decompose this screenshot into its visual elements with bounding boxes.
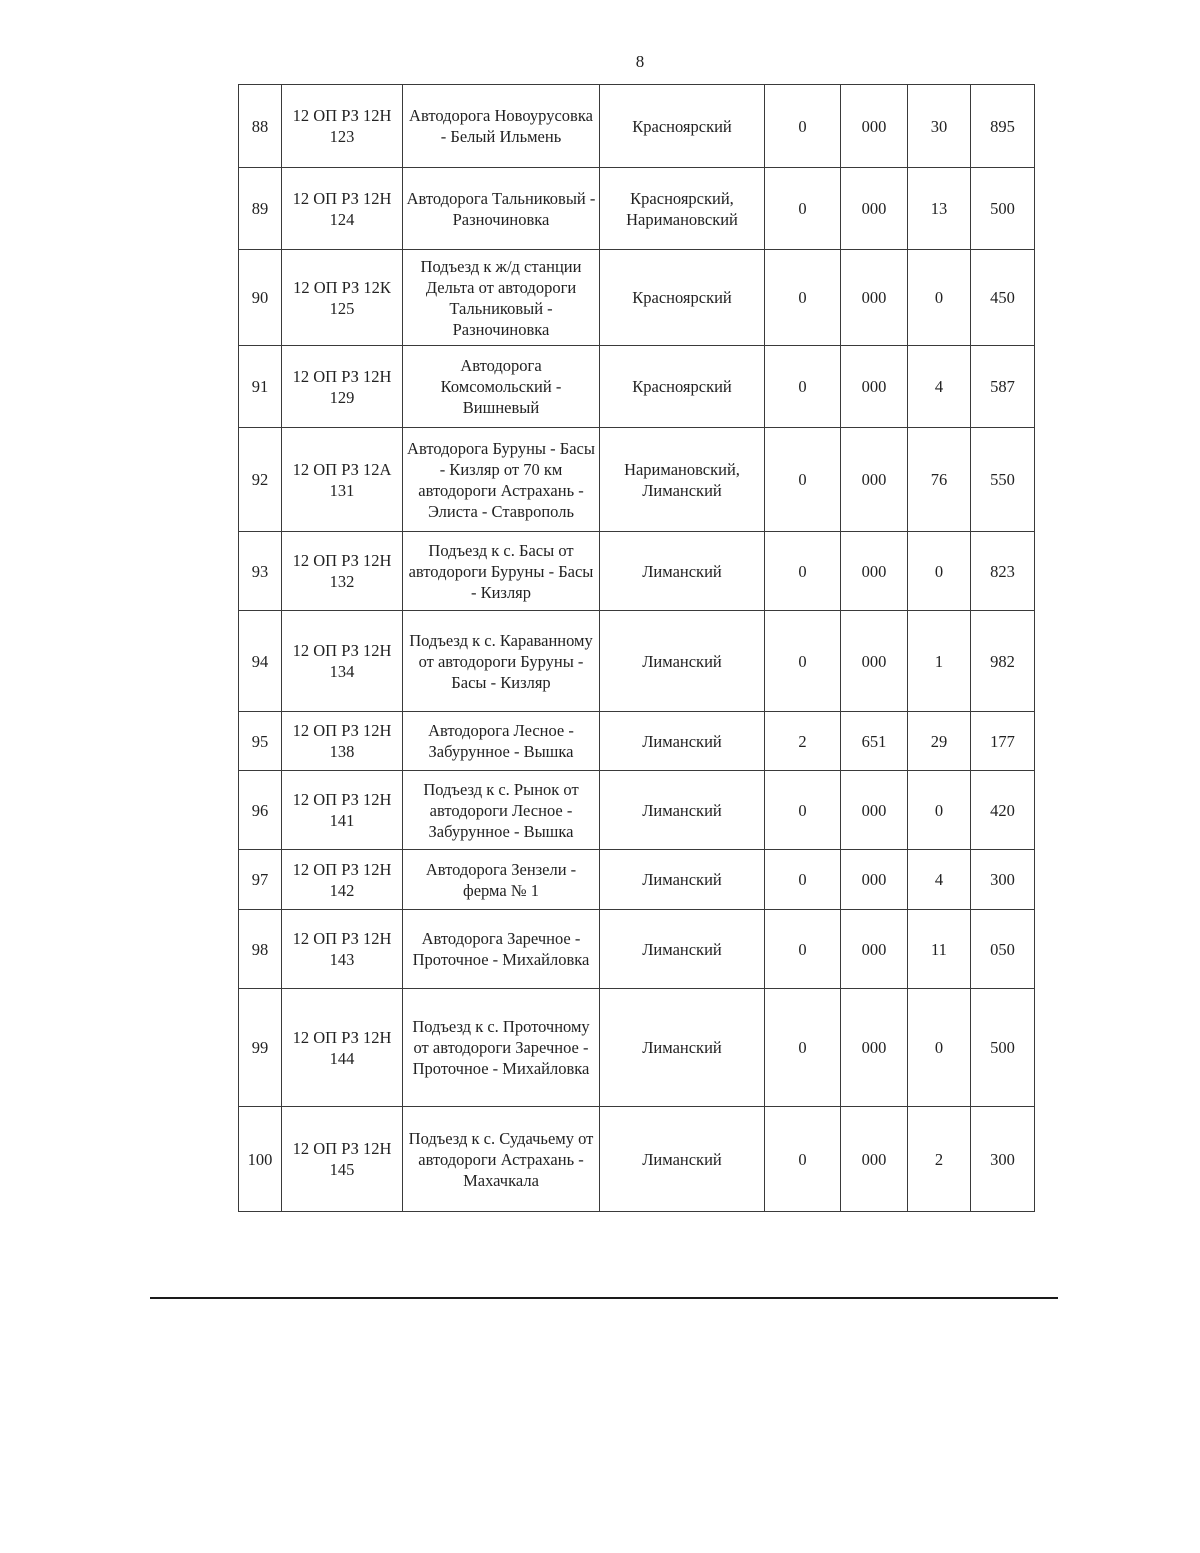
district-cell: Лиманский: [600, 532, 765, 611]
table-row: [239, 428, 1035, 532]
value-cell: 0: [765, 168, 841, 250]
value-cell: 587: [971, 346, 1035, 428]
road-code-cell: 12 ОП РЗ 12А 131: [282, 428, 403, 532]
value-cell: 000: [841, 250, 908, 346]
page-number: 8: [635, 52, 645, 71]
value-cell: 500: [971, 168, 1035, 250]
row-number-cell: 95: [239, 712, 282, 771]
road-code-cell: 12 ОП РЗ 12Н 138: [282, 712, 403, 771]
road-code-cell: 12 ОП РЗ 12Н 134: [282, 611, 403, 712]
road-code-cell: 12 ОП РЗ 12Н 143: [282, 910, 403, 989]
road-name-cell: Подъезд к с. Судачьему от автодороги Астрахань - Махачкала: [403, 1107, 600, 1212]
value-cell: 13: [908, 168, 971, 250]
value-cell: 0: [765, 850, 841, 910]
road-name-cell: Автодорога Заречное - Проточное - Михайловка: [403, 910, 600, 989]
road-name-cell: Автодорога Комсомольский - Вишневый: [403, 346, 600, 428]
value-cell: 76: [908, 428, 971, 532]
value-cell: 000: [841, 611, 908, 712]
roads-table: [238, 84, 1035, 1212]
value-cell: 0: [765, 346, 841, 428]
road-code-cell: 12 ОП РЗ 12К 125: [282, 250, 403, 346]
value-cell: 550: [971, 428, 1035, 532]
value-cell: 895: [971, 85, 1035, 168]
value-cell: 0: [908, 771, 971, 850]
road-name-cell: Автодорога Лесное - Забурунное - Вышка: [403, 712, 600, 771]
value-cell: 000: [841, 532, 908, 611]
value-cell: 0: [765, 989, 841, 1107]
table-row: [239, 346, 1035, 428]
road-name-cell: Автодорога Буруны - Басы - Кизляр от 70 км автодороги Астрахань - Элиста - Ставрополь: [403, 428, 600, 532]
value-cell: 0: [908, 250, 971, 346]
value-cell: 0: [765, 910, 841, 989]
value-cell: 651: [841, 712, 908, 771]
row-number-cell: 91: [239, 346, 282, 428]
row-number-cell: 100: [239, 1107, 282, 1212]
table-row: [239, 771, 1035, 850]
row-number-cell: 89: [239, 168, 282, 250]
table-row: [239, 712, 1035, 771]
value-cell: 4: [908, 850, 971, 910]
value-cell: 0: [765, 532, 841, 611]
road-code-cell: 12 ОП РЗ 12Н 123: [282, 85, 403, 168]
table-body: [239, 85, 1035, 1212]
table-row: [239, 989, 1035, 1107]
table-row: [239, 611, 1035, 712]
value-cell: 0: [765, 771, 841, 850]
value-cell: 11: [908, 910, 971, 989]
value-cell: 2: [765, 712, 841, 771]
value-cell: 000: [841, 346, 908, 428]
value-cell: 000: [841, 910, 908, 989]
road-name-cell: Автодорога Новоурусовка - Белый Ильмень: [403, 85, 600, 168]
road-name-cell: Автодорога Зензели - ферма № 1: [403, 850, 600, 910]
value-cell: 500: [971, 989, 1035, 1107]
road-name-cell: Подъезд к с. Басы от автодороги Буруны - Басы - Кизляр: [403, 532, 600, 611]
district-cell: Наримановский, Лиманский: [600, 428, 765, 532]
row-number-cell: 97: [239, 850, 282, 910]
value-cell: 0: [765, 250, 841, 346]
value-cell: 30: [908, 85, 971, 168]
value-cell: 4: [908, 346, 971, 428]
value-cell: 177: [971, 712, 1035, 771]
value-cell: 420: [971, 771, 1035, 850]
road-code-cell: 12 ОП РЗ 12Н 145: [282, 1107, 403, 1212]
footer-rule: [150, 1297, 1058, 1299]
district-cell: Красноярский, Наримановский: [600, 168, 765, 250]
value-cell: 300: [971, 1107, 1035, 1212]
table-row: [239, 250, 1035, 346]
table-row: [239, 850, 1035, 910]
table-row: [239, 1107, 1035, 1212]
road-name-cell: Подъезд к с. Рынок от автодороги Лесное - Забурунное - Вышка: [403, 771, 600, 850]
road-code-cell: 12 ОП РЗ 12Н 132: [282, 532, 403, 611]
road-code-cell: 12 ОП РЗ 12Н 129: [282, 346, 403, 428]
row-number-cell: 99: [239, 989, 282, 1107]
value-cell: 300: [971, 850, 1035, 910]
row-number-cell: 96: [239, 771, 282, 850]
road-name-cell: Подъезд к с. Караванному от автодороги Буруны - Басы - Кизляр: [403, 611, 600, 712]
row-number-cell: 98: [239, 910, 282, 989]
district-cell: Лиманский: [600, 712, 765, 771]
value-cell: 000: [841, 85, 908, 168]
value-cell: 450: [971, 250, 1035, 346]
table-row: [239, 910, 1035, 989]
district-cell: Лиманский: [600, 850, 765, 910]
value-cell: 000: [841, 989, 908, 1107]
value-cell: 000: [841, 168, 908, 250]
table-row: [239, 168, 1035, 250]
district-cell: Лиманский: [600, 611, 765, 712]
value-cell: 000: [841, 771, 908, 850]
value-cell: 0: [765, 611, 841, 712]
road-name-cell: Автодорога Тальниковый - Разночиновка: [403, 168, 600, 250]
value-cell: 1: [908, 611, 971, 712]
road-code-cell: 12 ОП РЗ 12Н 141: [282, 771, 403, 850]
road-name-cell: Подъезд к ж/д станции Дельта от автодороги Тальниковый - Разночиновка: [403, 250, 600, 346]
value-cell: 000: [841, 428, 908, 532]
district-cell: Лиманский: [600, 771, 765, 850]
table-row: [239, 85, 1035, 168]
road-code-cell: 12 ОП РЗ 12Н 144: [282, 989, 403, 1107]
value-cell: 29: [908, 712, 971, 771]
district-cell: Лиманский: [600, 989, 765, 1107]
district-cell: Красноярский: [600, 85, 765, 168]
row-number-cell: 92: [239, 428, 282, 532]
district-cell: Красноярский: [600, 346, 765, 428]
row-number-cell: 94: [239, 611, 282, 712]
value-cell: 000: [841, 1107, 908, 1212]
district-cell: Лиманский: [600, 1107, 765, 1212]
table-row: [239, 532, 1035, 611]
value-cell: 823: [971, 532, 1035, 611]
value-cell: 0: [765, 428, 841, 532]
row-number-cell: 90: [239, 250, 282, 346]
value-cell: 0: [908, 989, 971, 1107]
value-cell: 0: [908, 532, 971, 611]
road-code-cell: 12 ОП РЗ 12Н 124: [282, 168, 403, 250]
value-cell: 0: [765, 1107, 841, 1212]
value-cell: 0: [765, 85, 841, 168]
road-code-cell: 12 ОП РЗ 12Н 142: [282, 850, 403, 910]
value-cell: 050: [971, 910, 1035, 989]
value-cell: 000: [841, 850, 908, 910]
value-cell: 982: [971, 611, 1035, 712]
row-number-cell: 93: [239, 532, 282, 611]
row-number-cell: 88: [239, 85, 282, 168]
road-name-cell: Подъезд к с. Проточному от автодороги Заречное - Проточное - Михайловка: [403, 989, 600, 1107]
district-cell: Красноярский: [600, 250, 765, 346]
district-cell: Лиманский: [600, 910, 765, 989]
value-cell: 2: [908, 1107, 971, 1212]
